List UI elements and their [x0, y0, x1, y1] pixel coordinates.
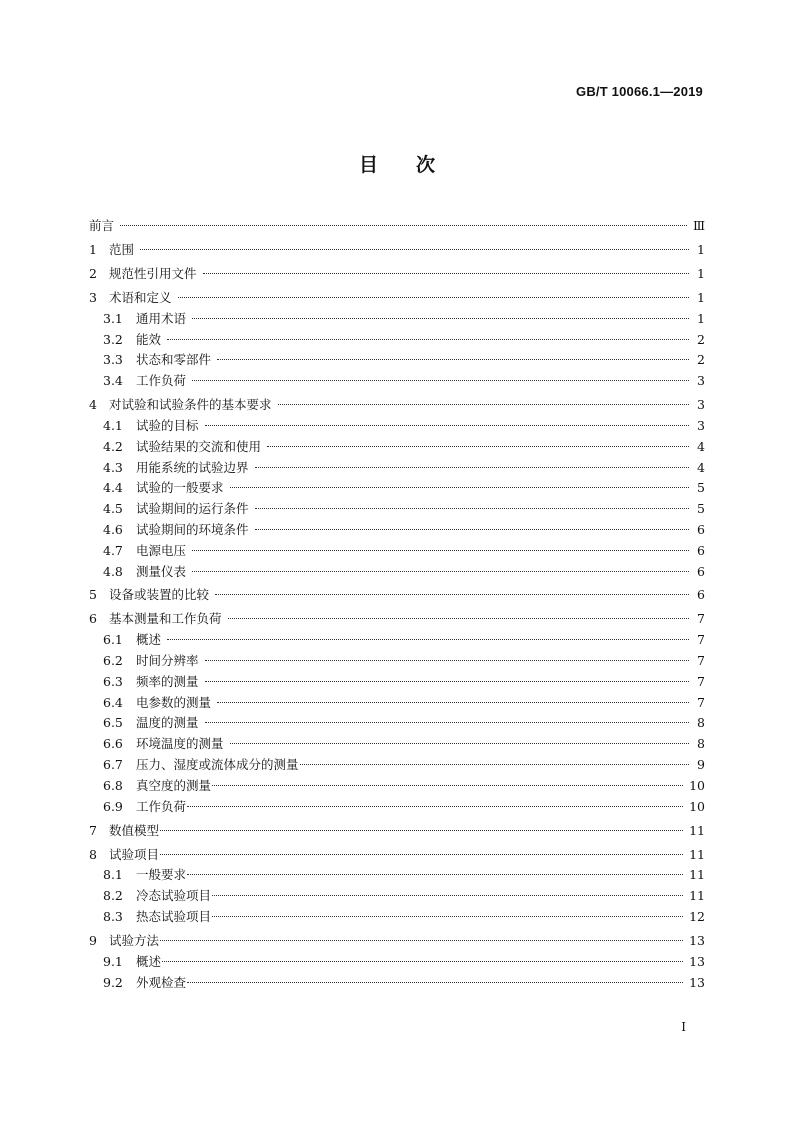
toc-entry-title: 测量仪表 [136, 563, 187, 579]
toc-entry-page: 8 [697, 715, 705, 731]
toc-entry[interactable] [89, 499, 705, 520]
toc-dot-leader [192, 550, 689, 551]
table-of-contents [89, 216, 705, 993]
toc-entry[interactable] [89, 350, 705, 371]
toc-entry-number: 6.4 [103, 694, 123, 710]
toc-entry-title: 状态和零部件 [136, 352, 212, 368]
toc-entry[interactable] [89, 585, 705, 606]
toc-entry[interactable] [89, 886, 705, 907]
toc-entry[interactable] [89, 651, 705, 672]
toc-dot-leader [255, 529, 689, 530]
toc-entry-page: 13 [689, 953, 705, 969]
toc-entry-number: 6.3 [103, 673, 123, 689]
toc-entry-title: 电源电压 [136, 542, 187, 558]
toc-entry[interactable] [89, 609, 705, 630]
toc-dot-leader [212, 895, 683, 896]
toc-entry-number: 7 [89, 822, 97, 838]
toc-entry-title: 试验期间的环境条件 [136, 521, 249, 537]
toc-entry-title: 数值模型 [109, 822, 160, 838]
toc-dot-leader [205, 681, 689, 682]
toc-entry-page: 7 [697, 653, 705, 669]
toc-entry-number: 4.6 [103, 521, 123, 537]
toc-entry-page: 10 [689, 777, 705, 793]
toc-dot-leader [140, 249, 689, 250]
toc-entry-number: 4.1 [103, 417, 123, 433]
toc-entry-number: 8.1 [103, 867, 123, 883]
toc-dot-leader [230, 487, 689, 488]
toc-entry-number: 8.2 [103, 888, 123, 904]
toc-entry-title: 规范性引用文件 [109, 265, 197, 281]
toc-entry[interactable] [89, 734, 705, 755]
toc-dot-leader [203, 273, 689, 274]
toc-entry-number: 4.3 [103, 459, 123, 475]
toc-dot-leader [192, 380, 689, 381]
toc-entry-number: 3.3 [103, 352, 123, 368]
toc-entry[interactable] [89, 288, 705, 309]
toc-entry-title: 前言 [89, 218, 115, 233]
toc-entry-title: 试验方法 [109, 932, 160, 948]
toc-entry-page: 2 [697, 331, 705, 347]
toc-entry-title: 真空度的测量 [136, 777, 212, 793]
toc-entry-title: 工作负荷 [136, 373, 187, 389]
page-number: I [681, 1020, 686, 1034]
toc-entry-title: 温度的测量 [136, 715, 199, 731]
toc-dot-leader [278, 404, 689, 405]
toc-entry[interactable] [89, 907, 705, 928]
toc-entry-number: 9.2 [103, 974, 123, 990]
toc-entry[interactable] [89, 264, 705, 285]
toc-entry-number: 4.5 [103, 501, 123, 517]
toc-dot-leader [162, 961, 683, 962]
toc-dot-leader [205, 425, 689, 426]
toc-entry-page: 1 [697, 289, 705, 305]
toc-entry-number: 6.2 [103, 653, 123, 669]
toc-entry-page: 11 [689, 888, 705, 904]
toc-entry-number: 2 [89, 265, 97, 281]
toc-entry-number: 6 [89, 611, 97, 627]
toc-entry-page: 3 [697, 373, 705, 389]
toc-entry-title: 频率的测量 [136, 673, 199, 689]
toc-entry-page: Ⅲ [692, 218, 705, 233]
toc-entry[interactable] [89, 371, 705, 392]
toc-entry[interactable] [89, 973, 705, 994]
toc-entry[interactable] [89, 865, 705, 886]
toc-entry-page: 4 [697, 438, 705, 454]
toc-entry-title: 设备或装置的比较 [109, 587, 210, 603]
toc-entry-title: 试验的目标 [136, 417, 199, 433]
toc-entry-page: 11 [689, 867, 705, 883]
toc-entry-title: 环境温度的测量 [136, 736, 224, 752]
toc-entry-page: 7 [697, 632, 705, 648]
toc-entry-title: 能效 [136, 331, 162, 347]
toc-entry[interactable] [89, 309, 705, 330]
toc-entry-page: 1 [697, 265, 705, 281]
toc-dot-leader [215, 594, 689, 595]
toc-entry[interactable] [89, 240, 705, 261]
toc-entry-title: 用能系统的试验边界 [136, 459, 249, 475]
toc-dot-leader [217, 702, 689, 703]
toc-dot-leader [212, 785, 683, 786]
toc-entry-page: 7 [697, 694, 705, 710]
toc-entry-page: 6 [697, 563, 705, 579]
toc-entry-title: 对试验和试验条件的基本要求 [109, 397, 272, 413]
toc-entry-number: 8.3 [103, 909, 123, 924]
toc-entry-title: 基本测量和工作负荷 [109, 611, 222, 627]
toc-entry[interactable] [89, 952, 705, 973]
toc-entry[interactable] [89, 672, 705, 693]
toc-entry-title: 外观检查 [136, 974, 187, 990]
toc-entry-number: 4.7 [103, 542, 123, 558]
toc-entry-title: 通用术语 [136, 310, 187, 326]
toc-entry-title: 热态试验项目 [136, 909, 212, 924]
toc-entry-number: 6.6 [103, 736, 123, 752]
toc-entry[interactable] [89, 755, 705, 776]
toc-dot-leader [120, 225, 687, 226]
toc-entry-number: 4 [89, 397, 97, 413]
toc-entry-title: 工作负荷 [136, 798, 187, 814]
toc-entry-number: 6.9 [103, 798, 123, 814]
toc-entry-page: 1 [697, 310, 705, 326]
toc-entry-title: 试验期间的运行条件 [136, 501, 249, 517]
toc-entry-page: 6 [697, 587, 705, 603]
toc-entry-number: 9.1 [103, 953, 123, 969]
toc-entry-page: 4 [697, 459, 705, 475]
page-title: 目次 [358, 154, 473, 176]
toc-entry-number: 6.5 [103, 715, 123, 731]
toc-dot-leader [230, 743, 689, 744]
toc-entry-page: 11 [689, 846, 705, 862]
toc-entry[interactable] [89, 630, 705, 651]
toc-entry-title: 一般要求 [136, 867, 187, 883]
toc-entry-page: 5 [697, 501, 705, 517]
toc-entry-page: 13 [689, 932, 705, 948]
toc-entry-number: 3.1 [103, 310, 123, 326]
toc-entry-number: 4.4 [103, 480, 123, 496]
toc-entry-page: 6 [697, 542, 705, 558]
toc-dot-leader [187, 806, 683, 807]
toc-entry-number: 6.7 [103, 757, 123, 773]
toc-dot-leader [255, 508, 689, 509]
toc-entry-number: 4.2 [103, 438, 123, 454]
toc-entry-title: 范围 [109, 241, 135, 257]
toc-entry[interactable] [89, 416, 705, 437]
toc-entry-title: 试验结果的交流和使用 [136, 438, 262, 454]
toc-entry[interactable] [89, 931, 705, 952]
toc-entry-number: 1 [89, 241, 97, 257]
toc-dot-leader [160, 830, 683, 831]
toc-entry[interactable] [89, 821, 705, 842]
toc-entry[interactable] [89, 797, 705, 818]
toc-dot-leader [205, 722, 689, 723]
toc-entry-number: 4.8 [103, 563, 123, 579]
toc-dot-leader [228, 618, 689, 619]
toc-dot-leader [160, 854, 683, 855]
toc-entry-page: 6 [697, 521, 705, 537]
toc-entry-title: 压力、湿度或流体成分的测量 [136, 757, 299, 773]
toc-dot-leader [205, 660, 689, 661]
toc-dot-leader [300, 764, 689, 765]
toc-entry-number: 3.4 [103, 373, 123, 389]
toc-entry-title: 时间分辨率 [136, 653, 199, 669]
toc-entry[interactable] [89, 520, 705, 541]
toc-entry-number: 9 [89, 932, 97, 948]
toc-dot-leader [267, 446, 689, 447]
toc-entry[interactable] [89, 562, 705, 583]
toc-entry-title: 术语和定义 [109, 289, 172, 305]
toc-entry[interactable] [89, 693, 705, 714]
toc-entry[interactable] [89, 437, 705, 458]
toc-entry-page: 13 [689, 974, 705, 990]
toc-entry[interactable] [89, 395, 705, 416]
toc-entry-number: 6.1 [103, 632, 123, 648]
toc-entry-page: 7 [697, 673, 705, 689]
toc-dot-leader [212, 916, 683, 917]
toc-entry[interactable] [89, 776, 705, 797]
toc-entry-page: 9 [697, 757, 705, 773]
toc-entry-page: 3 [697, 417, 705, 433]
toc-entry-title: 概述 [136, 632, 162, 648]
toc-entry[interactable] [89, 845, 705, 866]
toc-entry[interactable] [89, 216, 705, 237]
toc-dot-leader [192, 571, 689, 572]
toc-entry-page: 7 [697, 611, 705, 627]
toc-dot-leader [217, 359, 689, 360]
toc-dot-leader [187, 874, 683, 875]
toc-entry-title: 试验的一般要求 [136, 480, 224, 496]
toc-entry-title: 试验项目 [109, 846, 160, 862]
toc-entry-page: 12 [689, 909, 705, 924]
toc-entry[interactable] [89, 541, 705, 562]
toc-entry-number: 3 [89, 289, 97, 305]
toc-entry-page: 2 [697, 352, 705, 368]
toc-entry-page: 8 [697, 736, 705, 752]
toc-dot-leader [178, 297, 689, 298]
toc-entry-title: 电参数的测量 [136, 694, 212, 710]
toc-dot-leader [192, 318, 689, 319]
toc-entry[interactable] [89, 330, 705, 351]
toc-dot-leader [187, 982, 683, 983]
toc-dot-leader [255, 467, 689, 468]
toc-entry-title: 冷态试验项目 [136, 888, 212, 904]
toc-entry-page: 5 [697, 480, 705, 496]
toc-entry-page: 3 [697, 397, 705, 413]
toc-dot-leader [167, 339, 689, 340]
toc-entry-number: 6.8 [103, 777, 123, 793]
toc-entry-page: 10 [689, 798, 705, 814]
toc-entry[interactable] [89, 713, 705, 734]
toc-entry-number: 3.2 [103, 331, 123, 347]
toc-entry[interactable] [89, 458, 705, 479]
toc-entry-page: 1 [697, 241, 705, 257]
toc-entry-page: 11 [689, 822, 705, 838]
toc-entry-title: 概述 [136, 953, 162, 969]
toc-entry-number: 5 [89, 587, 97, 603]
standard-code: GB/T 10066.1—2019 [576, 84, 703, 99]
toc-dot-leader [160, 940, 683, 941]
toc-dot-leader [167, 639, 689, 640]
toc-entry[interactable] [89, 478, 705, 499]
toc-entry-number: 8 [89, 846, 97, 862]
